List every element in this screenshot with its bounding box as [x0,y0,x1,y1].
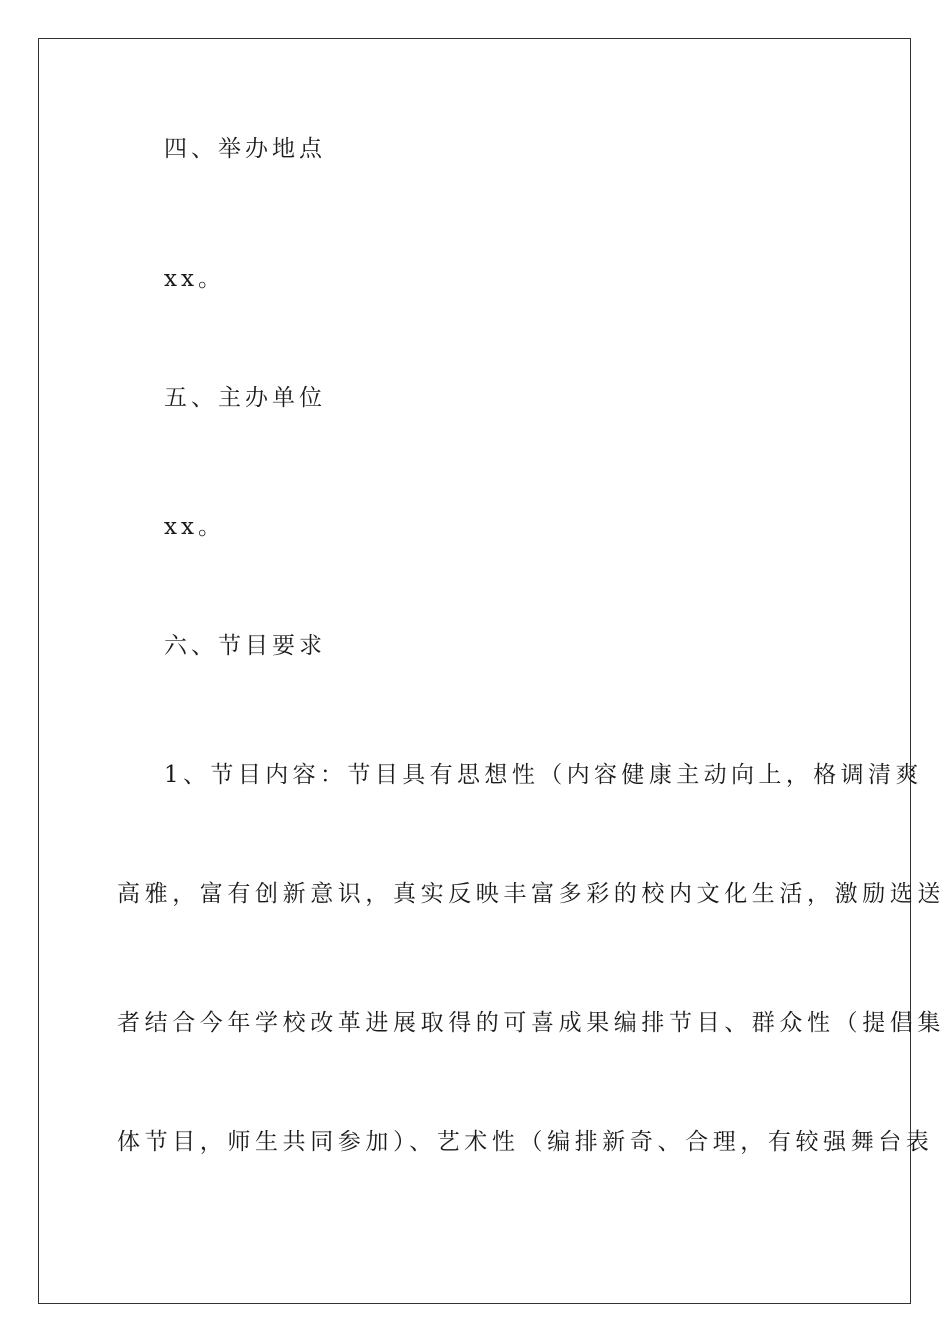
organizer-value: xx。 [164,514,225,540]
paragraph-line: 高雅，富有创新意识，真实反映丰富多彩的校内文化生活，激励选送 [117,881,945,907]
heading-location: 四、举办地点 [164,136,326,162]
paragraph-line: 者结合今年学校改革进展取得的可喜成果编排节目、群众性（提倡集 [117,1010,945,1036]
page-border [38,38,911,1304]
location-value: xx。 [164,266,225,292]
heading-requirements: 六、节目要求 [164,633,326,659]
heading-organizer: 五、主办单位 [164,385,326,411]
paragraph-line: 体节目，师生共同参加）、艺术性（编排新奇、合理，有较强舞台表 [117,1129,934,1155]
paragraph-line: 1、节目内容：节目具有思想性（内容健康主动向上，格调清爽 [164,762,923,788]
